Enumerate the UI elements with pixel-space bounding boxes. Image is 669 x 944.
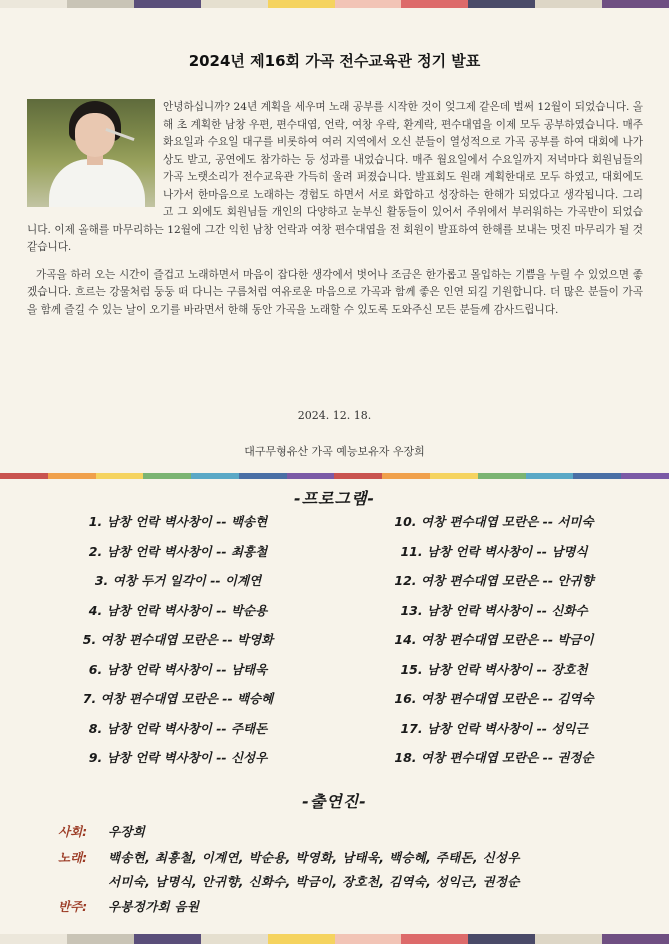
stripe-segment	[191, 473, 239, 479]
letter-paragraph-1: 안녕하십니까? 24년 계획을 세우며 노래 공부를 시작한 것이 엊그제 같은데 벌써 12월이 되었습니다. 올해 초 계획한 남창 우편, 편수대엽, 언락, 여창 우락, 환계락, 편수대엽을 이제 모두 공부하였습니다. 매주 화요일과 수요일 대구를 비롯하여 여러 지역에서 오신 분들이 열성적으로 가곡 공부를 하여 대회에 나가 상도 받고, 공연에도 참가하는 등 성과를 내었습니다. 매주 월요일에서 수요일까지 저녁마다 회원님들의 가곡 노랫소리가 전수교육관 가득히 울려 퍼졌습니다. 발표회도 원래 계획한대로 모두 하였고, 대회에도 나가서 한마음으로 노래하는 경험도 하면서 서로 화합하고 성장하는 한해가 되었다고 생각됩니다. 그리고 그 외에도 회원님들 개인의 다양하고 눈부신 활동들이 있어서 주위에서 부러워하는 가곡반이 되었습니다. 이제 올해를 마무리하는 12월에 그간 익힌 남창 언락과 여창 편수대엽을 전 회원이 발표하여 한해를 보내는 멋진 마무리가 될 것 같습니다.	[27, 101, 643, 253]
program-item: 7. 여창 편수대엽 모란은 -- 백승혜	[82, 691, 274, 706]
cast-accompaniment-row	[58, 897, 199, 915]
stripe-segment	[201, 934, 268, 944]
program-item: 4. 남창 언락 벽사창이 -- 박순용	[88, 602, 268, 618]
stripe-segment	[0, 934, 67, 944]
stripe-segment	[526, 473, 574, 479]
vocal-names-line-2: 서미숙, 남명식, 안귀향, 신화수, 박금이, 장호천, 김역숙, 성익근, 권정순	[108, 874, 520, 889]
cast-heading: -출연진-	[302, 792, 367, 811]
bottom-color-stripe	[0, 934, 669, 944]
program-item: 6. 남창 언락 벽사창이 -- 남태욱	[88, 661, 268, 677]
stripe-segment	[0, 473, 48, 479]
program-item: 1. 남창 언락 벽사창이 -- 백송현	[88, 514, 268, 529]
program-item: 9. 남창 언락 벽사창이 -- 신성우	[88, 750, 268, 765]
stripe-segment	[48, 473, 96, 479]
program-item: 14. 여창 편수대엽 모란은 -- 박금이	[394, 632, 594, 647]
divider-color-stripe	[0, 473, 669, 479]
stripe-segment	[468, 0, 535, 8]
stripe-segment	[401, 934, 468, 944]
stripe-segment	[287, 473, 335, 479]
cast-vocal-row	[58, 848, 520, 866]
stripe-segment	[268, 0, 335, 8]
letter-date: 2024. 12. 18.	[297, 409, 372, 422]
cast-vocal-row-2	[108, 872, 520, 890]
page-title: 2024년 제16회 가곡 전수교육관 정기 발표	[188, 52, 481, 70]
program-item: 10. 여창 편수대엽 모란은 -- 서미숙	[394, 514, 594, 529]
stripe-segment	[602, 934, 669, 944]
greeting-letter	[27, 99, 643, 319]
program-item: 11. 남창 언락 벽사창이 -- 남명식	[400, 543, 588, 559]
stripe-segment	[96, 473, 144, 479]
emcee-label: 사회:	[58, 824, 88, 839]
program-item: 2. 남창 언락 벽사창이 -- 최흥철	[88, 543, 268, 559]
accompaniment-label: 반주:	[58, 899, 88, 914]
stripe-segment	[468, 934, 535, 944]
program-item: 5. 여창 편수대엽 모란은 -- 박영화	[82, 632, 274, 647]
stripe-segment	[67, 0, 134, 8]
vocal-label: 노래:	[58, 850, 88, 865]
program-heading: -프로그램-	[293, 489, 376, 508]
stripe-segment	[401, 0, 468, 8]
stripe-segment	[535, 934, 602, 944]
program-item: 15. 남창 언락 벽사창이 -- 장호천	[400, 661, 588, 677]
stripe-segment	[239, 473, 287, 479]
stripe-segment	[573, 473, 621, 479]
accompaniment-name: 우봉정가회 음원	[108, 899, 200, 914]
vocal-names-line-1: 백송현, 최흥철, 이계연, 박순용, 박영화, 남태욱, 백승혜, 주태돈, 신성우	[108, 850, 520, 865]
stripe-segment	[602, 0, 669, 8]
stripe-segment	[535, 0, 602, 8]
stripe-segment	[430, 473, 478, 479]
program-item: 18. 여창 편수대엽 모란은 -- 권정순	[394, 750, 594, 765]
stripe-segment	[478, 473, 526, 479]
program-item: 16. 여창 편수대엽 모란은 -- 김역숙	[394, 691, 594, 706]
stripe-segment	[382, 473, 430, 479]
stripe-segment	[268, 934, 335, 944]
stripe-segment	[621, 473, 669, 479]
stripe-segment	[335, 0, 402, 8]
stripe-segment	[67, 934, 134, 944]
program-item: 3. 여창 두거 일각이 -- 이계연	[94, 573, 262, 588]
program-item: 17. 남창 언락 벽사창이 -- 성익근	[400, 720, 588, 736]
stripe-segment	[134, 934, 201, 944]
top-color-stripe	[0, 0, 669, 8]
stripe-segment	[334, 473, 382, 479]
letter-signature: 대구무형유산 가곡 예능보유자 우장희	[244, 445, 425, 458]
stripe-segment	[143, 473, 191, 479]
stripe-segment	[201, 0, 268, 8]
program-item: 8. 남창 언락 벽사창이 -- 주태돈	[88, 720, 268, 736]
program-item: 13. 남창 언락 벽사창이 -- 신화수	[400, 602, 588, 618]
program-item: 12. 여창 편수대엽 모란은 -- 안귀향	[394, 573, 594, 588]
stripe-segment	[335, 934, 402, 944]
emcee-name: 우장희	[108, 824, 146, 839]
cast-emcee-row	[58, 822, 145, 840]
stripe-segment	[0, 0, 67, 8]
stripe-segment	[134, 0, 201, 8]
letter-paragraph-2: 가곡을 하러 오는 시간이 즐겁고 노래하면서 마음이 잡다한 생각에서 벗어나 조금은 한가롭고 몰입하는 기쁨을 누릴 수 있었으면 좋겠습니다. 흐르는 강물처럼 둥둥 떠 다니는 구름처럼 여유로운 마음으로 가곡과 함께 좋은 인연 되길 기원합니다. 더 많은 분들이 가곡을 함께 즐길 수 있는 날이 오기를 바라면서 한해 동안 가곡을 노래할 수 있도록 도와주신 모든 분들께 감사드립니다.	[27, 268, 643, 316]
